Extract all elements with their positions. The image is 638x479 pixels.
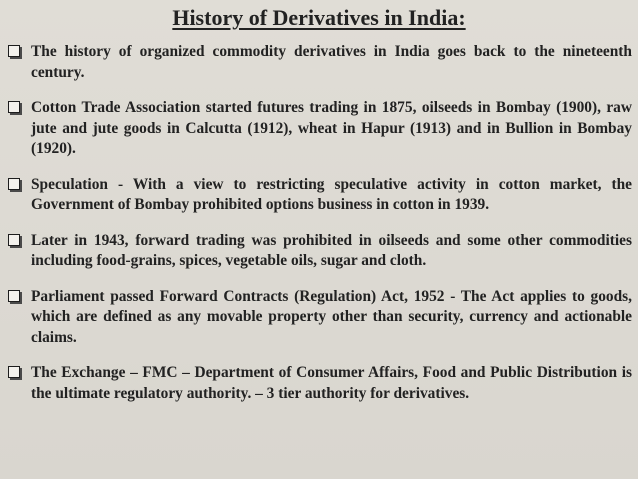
bullet-item (8, 42, 632, 83)
bullet-text: The history of organized commodity derivatives in India goes back to the nineteenth century. (31, 43, 632, 81)
checkbox-square-icon (8, 101, 20, 113)
checkbox-square-icon (8, 366, 20, 378)
bullet-item (8, 98, 632, 160)
bullet-item (8, 287, 632, 349)
bullet-item (8, 175, 632, 216)
bullet-item (8, 363, 632, 404)
bullet-text: The Exchange – FMC – Department of Consumer Affairs, Food and Public Distribution is the ultimate regulatory authority. – 3 tier authority for derivatives. (31, 364, 632, 402)
checkbox-square-icon (8, 290, 20, 302)
checkbox-square-icon (8, 45, 20, 57)
bullet-text: Cotton Trade Association started futures trading in 1875, oilseeds in Bombay (1900), raw jute and jute goods in Calcutta (1912), wheat in Hapur (1913) and in Bullion in Bombay (1920). (31, 99, 632, 157)
bullet-text: Speculation - With a view to restricting speculative activity in cotton market, the Government of Bombay prohibited options business in cotton in 1939. (31, 175, 632, 213)
checkbox-square-icon (8, 234, 20, 246)
checkbox-square-icon (8, 178, 20, 190)
bullet-item (8, 231, 632, 272)
bullet-text: Parliament passed Forward Contracts (Regulation) Act, 1952 - The Act applies to goods, which are defined as any movable property other than security, currency and actionable claims. (31, 287, 632, 346)
bullet-text: Later in 1943, forward trading was prohibited in oilseeds and some other commodities including food-grains, spices, vegetable oils, sugar and cloth. (31, 231, 632, 269)
slide-title: History of Derivatives in India: (172, 5, 466, 30)
bullet-list (8, 42, 632, 419)
